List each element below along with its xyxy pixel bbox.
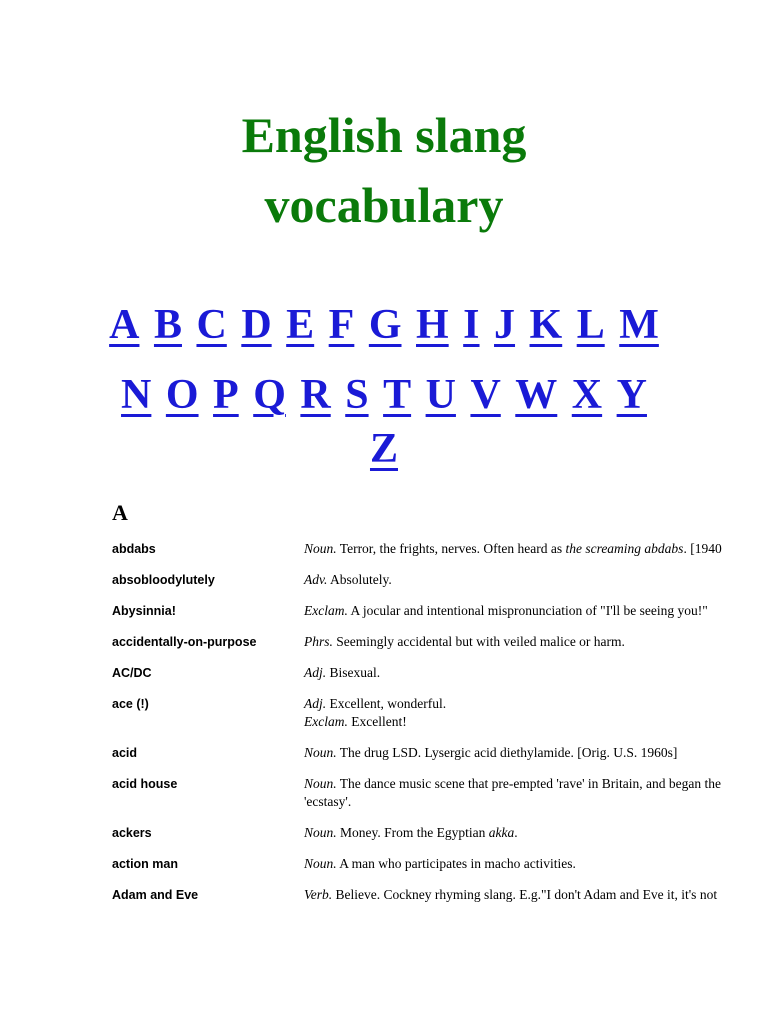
entry-term: accidentally-on-purpose <box>112 635 257 649</box>
letter-link-i[interactable]: I <box>463 302 480 348</box>
entry-definition <box>304 775 768 811</box>
entry-definition <box>304 695 768 731</box>
part-of-speech: Exclam. <box>304 603 348 618</box>
definition-line <box>304 824 768 842</box>
letter-link-s[interactable]: S <box>345 372 369 418</box>
part-of-speech: Noun. <box>304 825 337 840</box>
definition-text: 'ecstasy'. <box>304 794 352 809</box>
entry-definition <box>304 571 768 589</box>
entry-definition <box>304 744 768 762</box>
entry-definition <box>304 886 768 904</box>
definition-text: The dance music scene that pre-empted 'rave' in Britain, and began the <box>336 776 721 791</box>
entry-definition <box>304 824 768 842</box>
definition-line <box>304 886 768 904</box>
letter-link-l[interactable]: L <box>576 302 605 348</box>
definition-text: Bisexual. <box>326 665 381 680</box>
part-of-speech: Verb. <box>304 887 333 902</box>
glossary-entry <box>112 695 768 731</box>
letter-link-u[interactable]: U <box>425 372 456 418</box>
definition-text: Seemingly accidental but with veiled malice or harm. <box>332 634 625 649</box>
letter-link-g[interactable]: G <box>368 302 402 348</box>
alphabet-index-row-3 <box>90 414 678 484</box>
definition-text: . [1940 <box>683 541 722 556</box>
section-heading: A <box>112 500 128 525</box>
letter-link-r[interactable]: R <box>300 372 331 418</box>
definition-line <box>304 571 768 589</box>
entry-term: absobloodylutely <box>112 573 215 587</box>
definition-line <box>304 744 768 762</box>
glossary-entry <box>112 824 768 842</box>
entry-term: Adam and Eve <box>112 888 199 902</box>
definition-line <box>304 793 768 811</box>
entry-term: Abysinnia! <box>112 604 176 618</box>
letter-link-z[interactable]: Z <box>369 426 398 472</box>
definition-text: The drug LSD. Lysergic acid diethylamide. [Orig. U.S. 1960s] <box>336 745 678 760</box>
definition-text: A man who participates in macho activities. <box>336 856 576 871</box>
letter-link-j[interactable]: J <box>494 302 516 348</box>
glossary-entry <box>112 886 768 904</box>
part-of-speech: Noun. <box>304 856 337 871</box>
entry-definition <box>304 633 768 651</box>
letter-link-a[interactable]: A <box>109 302 140 348</box>
entry-term: ackers <box>112 826 152 840</box>
entry-term: acid <box>112 746 138 760</box>
letter-link-q[interactable]: Q <box>253 372 286 418</box>
title-line-2: vocabulary <box>264 177 504 233</box>
letter-link-x[interactable]: X <box>571 372 603 418</box>
definition-text: Excellent, wonderful. <box>326 696 447 711</box>
entry-term: AC/DC <box>112 666 152 680</box>
definition-text: Absolutely. <box>327 572 392 587</box>
entry-term: abdabs <box>112 542 156 556</box>
letter-link-h[interactable]: H <box>416 302 449 348</box>
letter-link-y[interactable]: Y <box>616 372 647 418</box>
definition-text: . <box>514 825 518 840</box>
letter-link-w[interactable]: W <box>515 372 558 418</box>
glossary-entry <box>112 571 768 589</box>
entry-term: ace (!) <box>112 697 149 711</box>
definition-line <box>304 695 768 713</box>
entry-definition <box>304 664 768 682</box>
glossary-entry <box>112 744 768 762</box>
glossary-entry <box>112 855 768 873</box>
glossary-list <box>112 540 768 917</box>
letter-link-o[interactable]: O <box>165 372 199 418</box>
definition-line <box>304 540 768 558</box>
part-of-speech: Adj. <box>304 696 327 711</box>
letter-link-c[interactable]: C <box>196 302 227 348</box>
letter-link-f[interactable]: F <box>328 302 355 348</box>
definition-text: akka <box>488 825 515 840</box>
entry-definition <box>304 540 768 558</box>
definition-line <box>304 633 768 651</box>
letter-link-k[interactable]: K <box>529 302 563 348</box>
glossary-entry <box>112 775 768 811</box>
letter-link-e[interactable]: E <box>286 302 315 348</box>
glossary-entry <box>112 633 768 651</box>
part-of-speech: Noun. <box>304 745 337 760</box>
entry-definition <box>304 602 768 620</box>
entry-term: action man <box>112 857 178 871</box>
definition-line <box>304 713 768 731</box>
letter-link-d[interactable]: D <box>241 302 272 348</box>
definition-text: the screaming abdabs <box>565 541 684 556</box>
alphabet-index-row-1 <box>90 290 678 360</box>
part-of-speech: Exclam. <box>304 714 348 729</box>
part-of-speech: Phrs. <box>304 634 333 649</box>
page-title <box>0 100 768 240</box>
title-line-1: English slang <box>241 107 527 163</box>
glossary-entry <box>112 664 768 682</box>
part-of-speech: Noun. <box>304 776 337 791</box>
letter-link-b[interactable]: B <box>153 302 182 348</box>
definition-text: Money. From the Egyptian <box>336 825 489 840</box>
definition-text: Believe. Cockney rhyming slang. E.g."I don't Adam and Eve it, it's not <box>332 887 718 902</box>
definition-line <box>304 855 768 873</box>
part-of-speech: Adv. <box>304 572 328 587</box>
definition-text: A jocular and intentional mispronunciation of "I'll be seeing you!" <box>347 603 708 618</box>
part-of-speech: Adj. <box>304 665 327 680</box>
glossary-entry <box>112 602 768 620</box>
definition-line <box>304 775 768 793</box>
glossary-entry <box>112 540 768 558</box>
letter-link-t[interactable]: T <box>383 372 412 418</box>
definition-text: Terror, the frights, nerves. Often heard as <box>336 541 566 556</box>
letter-link-p[interactable]: P <box>213 372 239 418</box>
letter-link-m[interactable]: M <box>619 302 659 348</box>
entry-term: acid house <box>112 777 178 791</box>
definition-line <box>304 602 768 620</box>
entry-definition <box>304 855 768 873</box>
definition-text: Excellent! <box>347 714 407 729</box>
definition-line <box>304 664 768 682</box>
letter-link-n[interactable]: N <box>121 372 152 418</box>
part-of-speech: Noun. <box>304 541 337 556</box>
letter-link-v[interactable]: V <box>470 372 501 418</box>
